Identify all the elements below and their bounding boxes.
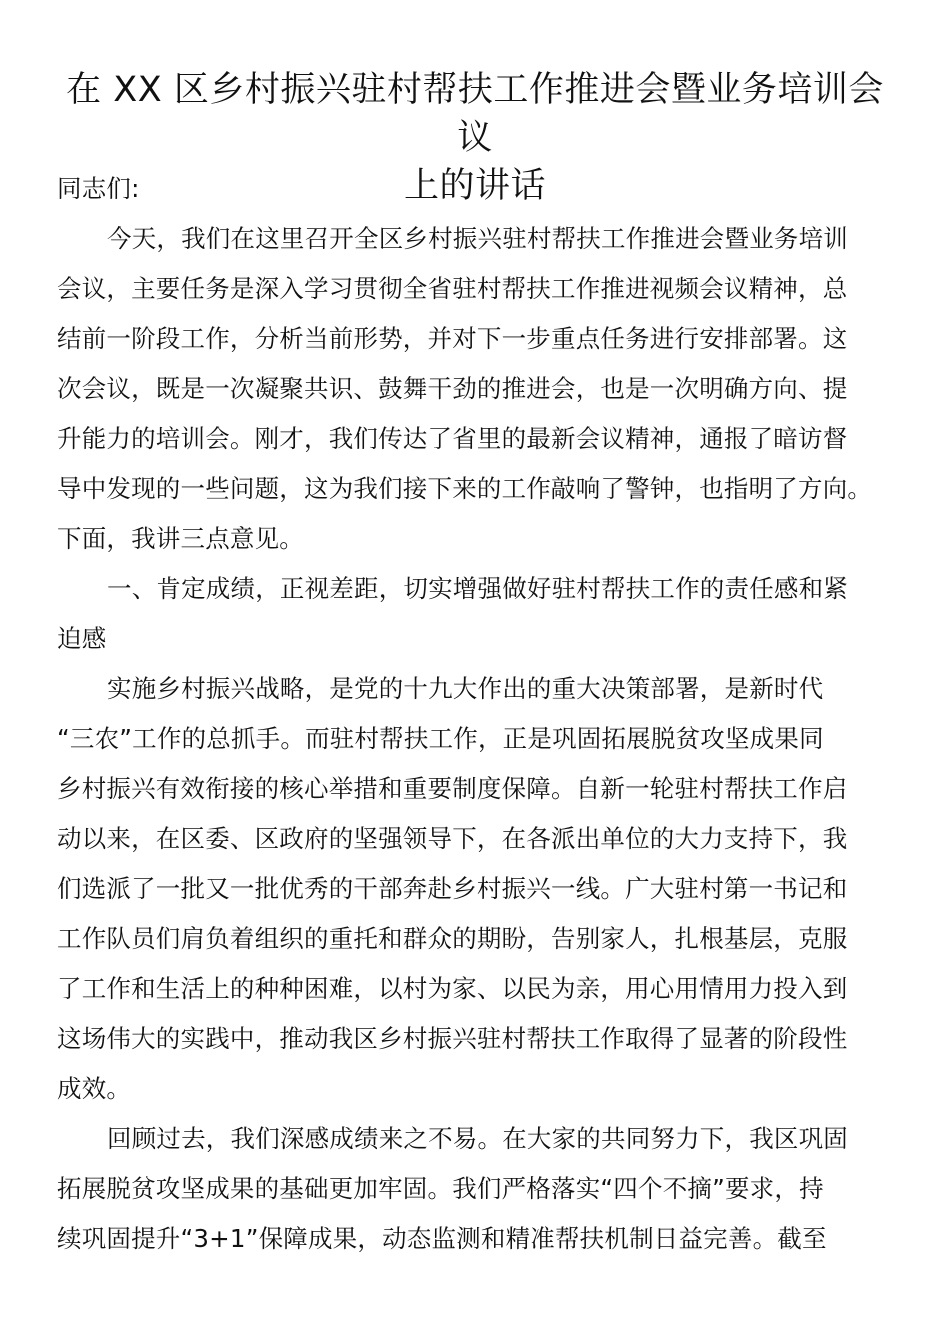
text-line: 工作队员们肩负着组织的重托和群众的期盼，告别家人，扎根基层，克服 bbox=[57, 924, 848, 953]
text-line: 一、肯定成绩，正视差距，切实增强做好驻村帮扶工作的责任感和紧 bbox=[107, 574, 848, 603]
title-line-1: 在 XX 区乡村振兴驻村帮扶工作推进会暨业务培训会议 bbox=[66, 70, 884, 158]
salutation: 同志们: bbox=[57, 174, 140, 203]
text-line: 这场伟大的实践中，推动我区乡村振兴驻村帮扶工作取得了显著的阶段性 bbox=[57, 1024, 848, 1053]
text-line: 实施乡村振兴战略，是党的十九大作出的重大决策部署，是新时代 bbox=[107, 674, 824, 703]
text-line: 拓展脱贫攻坚成果的基础更加牢固。我们严格落实“四个不摘”要求，持 bbox=[57, 1174, 824, 1203]
text-line: “三农”工作的总抓手。而驻村帮扶工作，正是巩固拓展脱贫攻坚成果同 bbox=[57, 724, 824, 753]
text-line: 回顾过去，我们深感成绩来之不易。在大家的共同努力下，我区巩固 bbox=[107, 1124, 848, 1153]
text-line: 下面，我讲三点意见。 bbox=[57, 524, 304, 553]
text-line: 次会议，既是一次凝聚共识、鼓舞干劲的推进会，也是一次明确方向、提 bbox=[57, 374, 848, 403]
text-line: 会议，主要任务是深入学习贯彻全省驻村帮扶工作推进视频会议精神，总 bbox=[57, 274, 848, 303]
text-line: 续巩固提升“3+1”保障成果，动态监测和精准帮扶机制日益完善。截至 bbox=[57, 1224, 827, 1253]
text-line: 乡村振兴有效衔接的核心举措和重要制度保障。自新一轮驻村帮扶工作启 bbox=[57, 774, 848, 803]
text-line: 升能力的培训会。刚才，我们传达了省里的最新会议精神，通报了暗访督 bbox=[57, 424, 848, 453]
text-line: 今天，我们在这里召开全区乡村振兴驻村帮扶工作推进会暨业务培训 bbox=[107, 224, 848, 253]
text-line: 导中发现的一些问题，这为我们接下来的工作敲响了警钟，也指明了方向。 bbox=[57, 474, 873, 503]
text-line: 成效。 bbox=[57, 1074, 132, 1103]
text-line: 们选派了一批又一批优秀的干部奔赴乡村振兴一线。广大驻村第一书记和 bbox=[57, 874, 848, 903]
text-line: 动以来，在区委、区政府的坚强领导下，在各派出单位的大力支持下，我 bbox=[57, 824, 848, 853]
title-line-2: 上的讲话 bbox=[403, 166, 546, 206]
text-line: 了工作和生活上的种种困难，以村为家、以民为亲，用心用情用力投入到 bbox=[57, 974, 848, 1003]
paragraph-lines bbox=[57, 214, 897, 1264]
text-line: 结前一阶段工作，分析当前形势，并对下一步重点任务进行安排部署。这 bbox=[57, 324, 848, 353]
document-body bbox=[57, 164, 897, 1264]
text-line: 迫感 bbox=[57, 624, 107, 653]
